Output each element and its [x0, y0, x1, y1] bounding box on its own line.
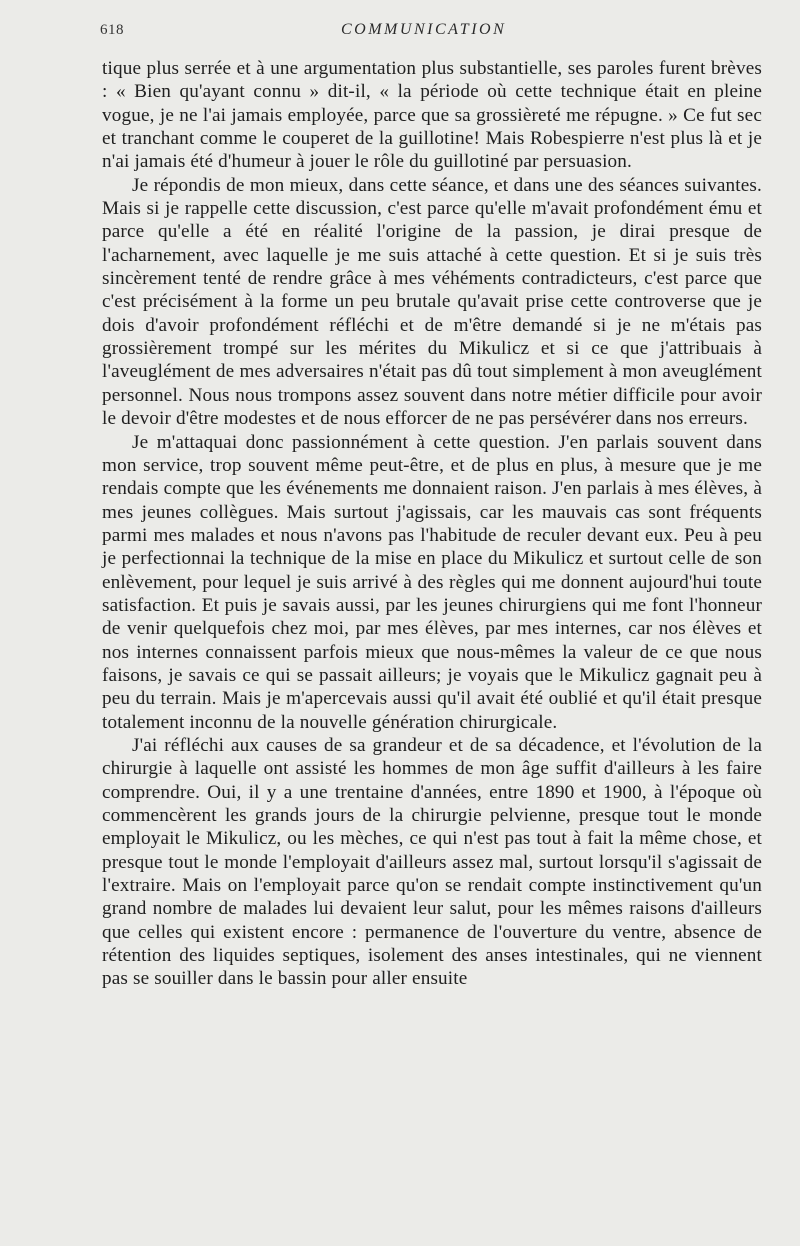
page-number: 618	[100, 22, 124, 38]
paragraph: tique plus serrée et à une argumentation plus substantielle, ses paroles furent brèves : « Bien qu'ayant connu » dit-il, « la période où cette technique était en pleine vogue, je ne l'ai jamais employée, parce que sa grossièreté me répugne. » Ce fut sec et tranchant comme le couperet de la guillotine! Mais Robespierre n'est plus là et je n'ai jamais été d'humeur à jouer le rôle du guillotiné par persuasion.	[102, 58, 762, 173]
paragraph: J'ai réfléchi aux causes de sa grandeur et de sa décadence, et l'évolution de la chirurgie à laquelle ont assisté les hommes de mon âge suffit d'ailleurs à les faire comprendre. Oui, il y a une trentaine d'années, entre 1890 et 1900, à l'époque où commencèrent les grands jours de la chirurgie pelvienne, presque tout le monde employait le Mikulicz, ou les mèches, ce qui n'est pas tout à fait la même chose, et presque tout le monde l'employait d'ailleurs assez mal, surtout lorsqu'il s'agissait de l'extraire. Mais on l'employait parce qu'on se rendait compte instinctivement qu'un grand nombre de malades lui devaient leur salut, pour les mêmes raisons d'ailleurs que celles qui existent encore : permanence de l'ouverture du ventre, absence de rétention des liquides septiques, isolement des anses intestinales, qui ne viennent pas se souiller dans le bassin pour aller ensuite	[102, 734, 762, 990]
running-title: COMMUNICATION	[341, 21, 507, 38]
paragraph: Je m'attaquai donc passionnément à cette question. J'en parlais souvent dans mon service, trop souvent même peut-être, et de plus en plus, à mesure que je me rendais compte que les événements me donnaient raison. J'en parlais à mes élèves, à mes jeunes collègues. Mais surtout j'agissais, car les mauvais cas sont fréquents parmi mes malades et nous n'avons pas l'habitude de reculer devant eux. Peu à peu je perfectionnai la technique de la mise en place du Mikulicz et surtout celle de son enlèvement, pour lequel je suis arrivé à des règles qui me donnent aujourd'hui toute satisfaction. Et puis je savais aussi, par les jeunes chirurgiens qui me font l'honneur de venir quelquefois chez moi, par mes élèves, par mes internes, car nos élèves et nos internes connaissent parfois mieux que nous-mêmes la valeur de ce que nous faisons, je savais ce qui se passait ailleurs; je voyais que le Mikulicz gagnait peu à peu du terrain. Mais je m'apercevais aussi qu'il avait été oublié et qu'il était presque totalement inconnu de la nouvelle génération chirurgicale.	[102, 431, 762, 733]
body-text	[102, 57, 762, 991]
paragraph: Je répondis de mon mieux, dans cette séance, et dans une des séances suivantes. Mais si je rappelle cette discussion, c'est parce qu'elle m'avait profondément ému et parce qu'elle a été en réalité l'origine de la passion, je dirai presque de l'acharnement, avec laquelle je me suis attaché à cette question. Et si je suis très sincèrement tenté de rendre grâce à mes véhéments contradicteurs, c'est parce que c'est précisément à la forme un peu brutale qu'avait prise cette controverse que je dois d'avoir profondément réfléchi et de m'être demandé si je ne m'étais pas grossièrement trompé sur les mérites du Mikulicz et si ce que j'attribuais à l'aveuglément de mes adversaires n'était pas dû tout simplement à mon aveuglément personnel. Nous nous trompons assez souvent dans notre métier difficile pour avoir le devoir d'être modestes et de nous efforcer de ne pas persévérer dans nos erreurs.	[102, 174, 762, 430]
page-header	[100, 22, 760, 44]
